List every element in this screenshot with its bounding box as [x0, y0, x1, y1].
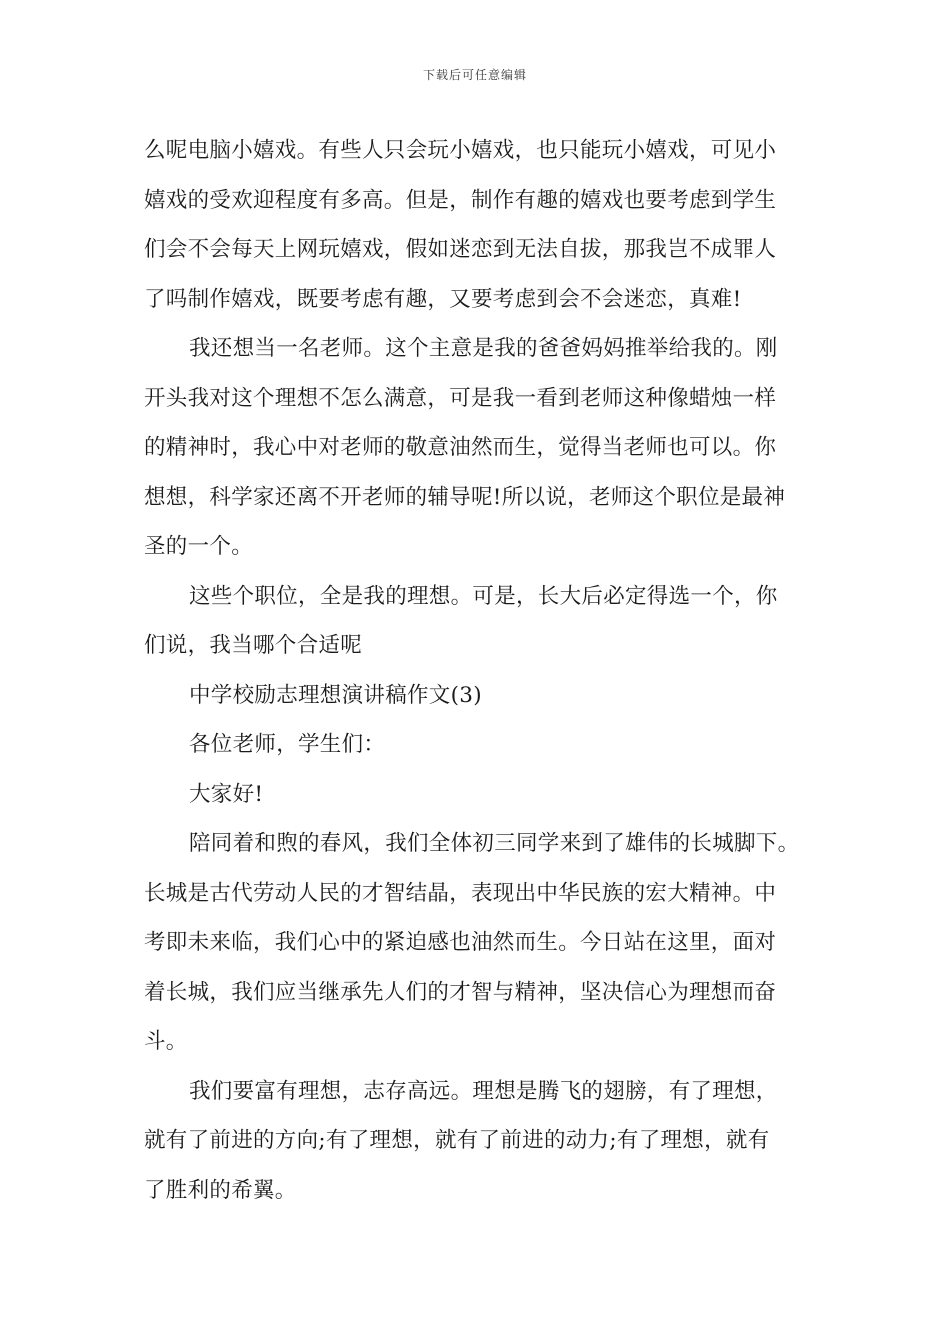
- paragraph-line: 我们要富有理想，志存高远。理想是腾飞的翅膀，有了理想，: [189, 1078, 778, 1104]
- paragraph-line: 着长城，我们应当继承先人们的才智与精神，坚决信心为理想而奋: [144, 979, 777, 1005]
- paragraph-line: 我还想当一名老师。这个主意是我的爸爸妈妈推举给我的。刚: [189, 336, 778, 361]
- paragraph-line: 们说，我当哪个合适呢: [144, 633, 363, 658]
- paragraph-line: 长城是古代劳动人民的才智结晶，表现出中华民族的宏大精神。中: [144, 880, 777, 906]
- page-header-note: 下载后可任意编辑: [422, 68, 527, 82]
- document-body: [144, 126, 810, 1215]
- paragraph-line: 陪同着和煦的春风，我们全体初三同学来到了雄伟的长城脚下。: [189, 831, 800, 856]
- paragraph: [144, 572, 810, 671]
- paragraph-line: 想想，科学家还离不开老师的辅导呢!所以说，老师这个职位是最神: [144, 484, 786, 510]
- paragraph: [144, 819, 810, 1067]
- paragraph: [144, 720, 810, 770]
- paragraph: [144, 770, 810, 820]
- paragraph: [144, 126, 810, 324]
- paragraph-line: 嬉戏的受欢迎程度有多高。但是，制作有趣的嬉戏也要考虑到学生: [144, 187, 777, 213]
- paragraph-line: 考即未来临，我们心中的紧迫感也油然而生。今日站在这里，面对: [144, 930, 777, 955]
- paragraph-line: 么呢电脑小嬉戏。有些人只会玩小嬉戏，也只能玩小嬉戏，可见小: [144, 138, 777, 163]
- paragraph-line: 各位老师，学生们：: [189, 732, 386, 757]
- paragraph-line: 大家好!: [189, 781, 264, 807]
- paragraph-line: 了胜利的希翼。: [144, 1177, 297, 1203]
- paragraph-line: 就有了前进的方向;有了理想，就有了前进的动力;有了理想，就有: [144, 1128, 770, 1153]
- paragraph-line: 圣的一个。: [144, 534, 254, 559]
- paragraph: [144, 1067, 810, 1216]
- paragraph-line: 斗。: [144, 1029, 188, 1054]
- paragraph-line: 这些个职位，全是我的理想。可是，长大后必定得选一个，你: [189, 583, 778, 609]
- paragraph: [144, 671, 810, 721]
- paragraph-line: 的精神时，我心中对老师的敬意油然而生，觉得当老师也可以。你: [144, 435, 777, 460]
- paragraph-line: 开头我对这个理想不怎么满意，可是我一看到老师这种像蜡烛一样: [144, 385, 777, 411]
- paragraph-line: 们会不会每天上网玩嬉戏，假如迷恋到无法自拔，那我岂不成罪人: [144, 237, 777, 262]
- paragraph-line: 中学校励志理想演讲稿作文(3): [189, 682, 482, 708]
- paragraph-line: 了吗制作嬉戏，既要考虑有趣，又要考虑到会不会迷恋，真难!: [144, 286, 742, 312]
- paragraph: [144, 324, 810, 572]
